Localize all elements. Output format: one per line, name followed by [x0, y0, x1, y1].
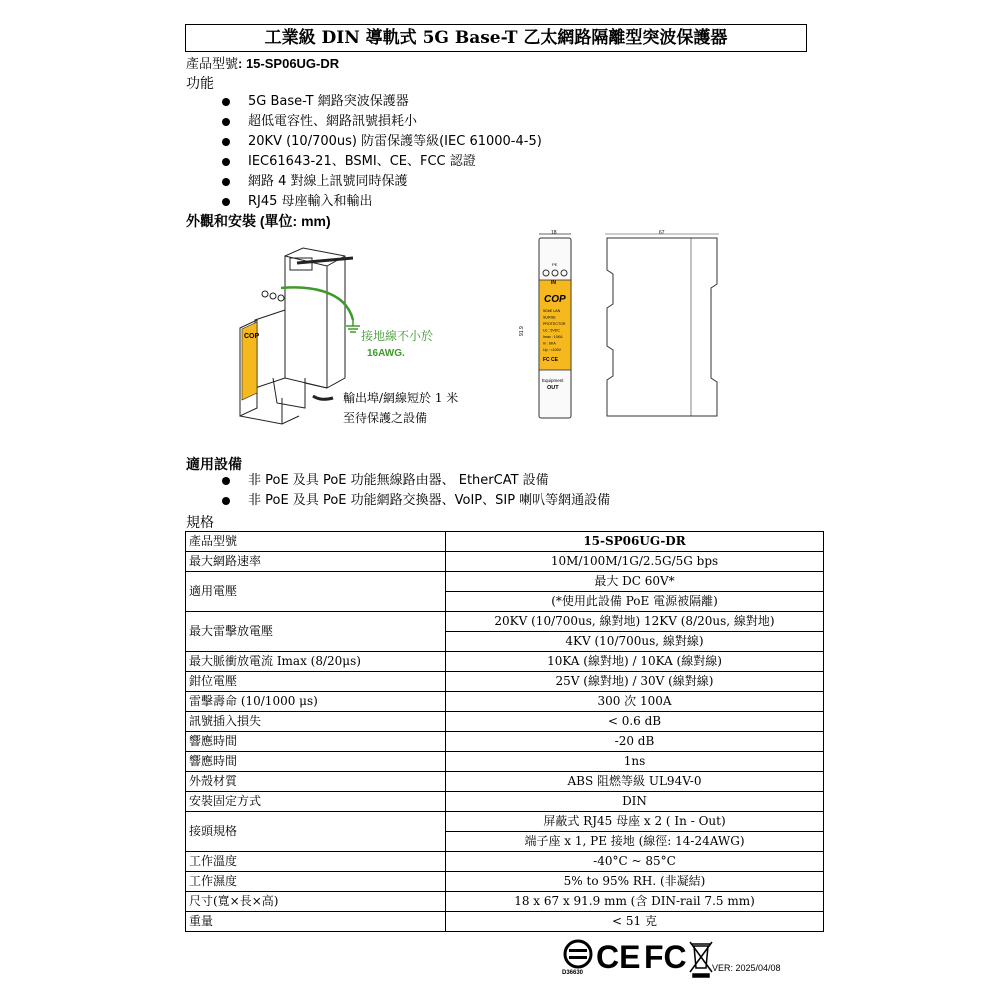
- spec-value: -20 dB: [446, 732, 824, 752]
- front-spec-line: Uc : 5VDC: [543, 328, 560, 333]
- spec-row: [186, 692, 824, 712]
- spec-value: 20KV (10/700us, 線對地) 12KV (8/20us, 線對地): [446, 612, 824, 632]
- spec-value: (*使用此設備 PoE 電源被隔離): [446, 592, 824, 612]
- features-item: 5G Base-T 網路突波保護器: [220, 92, 542, 112]
- spec-value: 300 次 100A: [446, 692, 824, 712]
- spec-value: < 0.6 dB: [446, 712, 824, 732]
- spec-label: 響應時間: [186, 732, 446, 752]
- spec-row: [186, 612, 824, 632]
- spec-label: 最大網路速率: [186, 552, 446, 572]
- features-item: IEC61643-21、BSMI、CE、FCC 認證: [220, 152, 542, 172]
- spec-row: [186, 852, 824, 872]
- spec-label: 響應時間: [186, 752, 446, 772]
- features-item: 超低電容性、網路訊號損耗小: [220, 112, 542, 132]
- spec-row: [186, 892, 824, 912]
- ce-mark: CE: [596, 939, 641, 975]
- spec-row: [186, 752, 824, 772]
- certification-marks: [560, 936, 820, 980]
- spec-label: 外殼材質: [186, 772, 446, 792]
- document-title: 工業級 DIN 導軌式 5G Base-T 乙太網路隔離型突波保護器: [185, 24, 807, 52]
- front-spec-line: SURGE: [543, 315, 556, 320]
- features-item: 網路 4 對線上訊號同時保護: [220, 172, 542, 192]
- front-fcc-ce: FC CE: [543, 357, 558, 363]
- spec-row: [186, 572, 824, 592]
- installation-diagram: [185, 228, 825, 438]
- spec-label: 訊號插入損失: [186, 712, 446, 732]
- spec-row: [186, 712, 824, 732]
- bsmi-code: D36630: [562, 970, 584, 976]
- spec-label: 適用電壓: [186, 572, 446, 612]
- model-line: [186, 53, 339, 72]
- spec-row: [186, 652, 824, 672]
- front-pe: PE: [552, 262, 558, 267]
- spec-value: DIN: [446, 792, 824, 812]
- dim-height: 91.9: [519, 326, 525, 336]
- spec-value: 4KV (10/700us, 線對線): [446, 632, 824, 652]
- fcc-mark: FC: [644, 939, 687, 975]
- applications-list: [220, 471, 610, 511]
- spec-row: [186, 552, 824, 572]
- spec-value: 屏蔽式 RJ45 母座 x 2 ( In - Out): [446, 812, 824, 832]
- spec-row: [186, 732, 824, 752]
- ground-note-1: 接地線不小於: [361, 329, 434, 343]
- weee-icon: [690, 942, 712, 977]
- spec-label: 接頭規格: [186, 812, 446, 852]
- spec-row: [186, 812, 824, 832]
- spec-value: 5% to 95% RH. (非凝結): [446, 872, 824, 892]
- spec-row: [186, 672, 824, 692]
- side-view-drawing: [605, 234, 719, 416]
- spec-value: 最大 DC 60V*: [446, 572, 824, 592]
- dim-width: 18: [551, 230, 557, 236]
- cable-note-2: 至待保護之設備: [343, 411, 428, 425]
- iso-brand: COP: [244, 333, 260, 340]
- spec-row: [186, 872, 824, 892]
- spec-label: 安裝固定方式: [186, 792, 446, 812]
- front-spec-line: 5GbE LAN: [543, 309, 561, 313]
- spec-value: 1ns: [446, 752, 824, 772]
- spec-label: 鉗位電壓: [186, 672, 446, 692]
- spec-label: 工作溫度: [186, 852, 446, 872]
- ground-note-2: 16AWG.: [367, 348, 405, 359]
- cable-note-1: 輸出埠/網線短於 1 米: [343, 391, 459, 405]
- bsmi-icon: [562, 941, 591, 976]
- spec-value: -40°C ~ 85°C: [446, 852, 824, 872]
- model-label: 產品型號: [186, 57, 239, 72]
- spec-label: 工作濕度: [186, 872, 446, 892]
- dim-depth: 67: [659, 230, 665, 236]
- spec-table: [185, 531, 824, 932]
- front-spec-line: Up : <100V: [543, 348, 562, 352]
- features-item: RJ45 母座輸入和輸出: [220, 192, 542, 212]
- spec-label: 最大脈衝放電流 Imax (8/20μs): [186, 652, 446, 672]
- spec-value: ABS 阻燃等級 UL94V-0: [446, 772, 824, 792]
- spec-label: 重量: [186, 912, 446, 932]
- spec-row: [186, 792, 824, 812]
- applications-item: 非 PoE 及具 PoE 功能無線路由器、 EtherCAT 設備: [220, 471, 610, 491]
- front-in: IN: [551, 280, 556, 286]
- front-brand: COP: [544, 294, 566, 305]
- output-cable: [313, 396, 333, 399]
- front-spec-line: PROTECTOR: [543, 322, 566, 326]
- front-spec-line: In : 6KA: [543, 341, 556, 346]
- spec-value: 25V (線對地) / 30V (線對線): [446, 672, 824, 692]
- spec-value: 10KA (線對地) / 10KA (線對線): [446, 652, 824, 672]
- spec-label: 雷擊壽命 (10/1000 μs): [186, 692, 446, 712]
- spec-label: 最大雷擊放電壓: [186, 612, 446, 652]
- version-label: VER: 2025/04/08: [712, 963, 781, 973]
- model-value: : 15-SP06UG-DR: [238, 56, 340, 71]
- install-heading: 外觀和安裝 (單位: mm): [186, 213, 331, 229]
- front-out: OUT: [547, 385, 559, 391]
- spec-label: 產品型號: [186, 532, 446, 552]
- spec-value: 10M/100M/1G/2.5G/5G bps: [446, 552, 824, 572]
- spec-value: 端子座 x 1, PE 接地 (線徑: 14-24AWG): [446, 832, 824, 852]
- specs-heading: 規格: [186, 514, 214, 530]
- features-list: [220, 92, 542, 212]
- ground-wire: [281, 287, 353, 320]
- spec-value: 18 x 67 x 91.9 mm (含 DIN-rail 7.5 mm): [446, 892, 824, 912]
- spec-row: [186, 532, 824, 552]
- spec-value: < 51 克: [446, 912, 824, 932]
- features-item: 20KV (10/700us) 防雷保護等級(IEC 61000-4-5): [220, 132, 542, 152]
- spec-row: [186, 912, 824, 932]
- features-heading: 功能: [186, 75, 214, 91]
- front-spec-line: Imax : 10KA: [543, 335, 563, 339]
- spec-row: [186, 772, 824, 792]
- ground-symbol: [346, 320, 360, 332]
- applications-item: 非 PoE 及具 PoE 功能網路交換器、VoIP、SIP 喇叭等網通設備: [220, 491, 610, 511]
- front-view-drawing: [519, 230, 571, 418]
- front-equipment: Equipment: [542, 378, 564, 383]
- spec-label: 尺寸(寬×長×高): [186, 892, 446, 912]
- spec-value: 15-SP06UG-DR: [446, 532, 824, 552]
- applications-heading: 適用設備: [186, 456, 242, 472]
